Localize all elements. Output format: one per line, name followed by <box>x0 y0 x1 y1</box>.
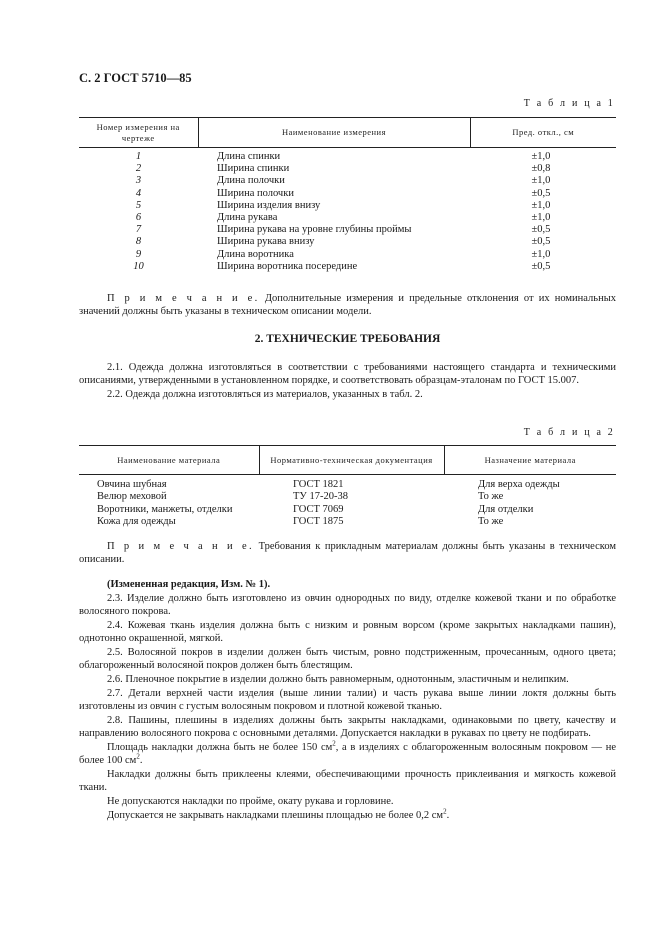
table1-cell-number: 3 <box>135 175 142 187</box>
table1-cell-number: 4 <box>135 187 142 199</box>
table1-row <box>79 261 616 273</box>
paragraph-2-2: 2.2. Одежда должна изготовляться из материалов, указанных в табл. 2. <box>107 389 423 400</box>
table1-row <box>79 224 616 236</box>
table1-row <box>79 236 616 248</box>
table1-row <box>79 200 616 212</box>
note2-label: П р и м е ч а н и е. <box>107 541 255 552</box>
table2-cell-purpose: Для отделки <box>478 503 534 515</box>
note1-text: Дополнительные измерения и предельные отклонения от их номинальных значений должны быть указаны в техническом описании модели. <box>79 293 616 317</box>
table1-row <box>79 188 616 200</box>
table2-cell-documentation: ГОСТ 1875 <box>293 516 344 528</box>
table1-row <box>79 163 616 175</box>
table1-cell-name: Ширина полочки <box>217 187 294 199</box>
paragraph-2-7: 2.7. Детали верхней части изделия (выше линии талии) и часть рукава выше линии локтя должны быть изготовлены из овчин с густым волосяным покровом и плотной кожевой тканью. <box>79 688 616 712</box>
table1-row <box>79 212 616 224</box>
table1-cell-deviation: ±1,0 <box>531 199 551 211</box>
table2-header-purpose: Назначение материала <box>444 446 616 475</box>
table2-cell-documentation: ГОСТ 1821 <box>293 479 344 490</box>
table1-cell-number: 7 <box>135 224 142 236</box>
table1-cell-deviation: ±0,5 <box>531 224 551 236</box>
table1-cell-deviation: ±0,5 <box>531 187 551 199</box>
table1-cell-deviation: ±0,5 <box>531 236 551 248</box>
area-sup-1: 2 <box>332 739 336 748</box>
paragraph-2-1: 2.1. Одежда должна изготовляться в соответствии с требованиями настоящего стандарта и техническими описаниями, утвержденными в установленном порядке, и соответствовать образцам-эталонам по ГОСТ 15.007. <box>79 362 616 386</box>
area-dot: . <box>139 755 143 766</box>
paragraph-glue: Накладки должны быть приклеены клеями, обеспечивающими прочность приклеивания и мягкость кожевой ткани. <box>79 769 616 793</box>
table1-header-number: Номер измерения на чертеже <box>79 118 198 148</box>
note1-label: П р и м е ч а н и е. <box>107 293 260 304</box>
table1-cell-name: Ширина спинки <box>217 163 290 175</box>
table1-cell-number: 10 <box>133 260 144 272</box>
table1-cell-number: 1 <box>135 151 142 162</box>
table2-header-material: Наименование материала <box>79 446 259 475</box>
paragraph-allow <box>79 809 616 822</box>
area-text-a: Площадь накладки должна быть не более 150 см <box>107 742 333 753</box>
paragraph-2-4: 2.4. Кожевая ткань изделия должна быть с низким и ровным ворсом (кроме закрытых накладками пашин), однотонно окрашенной, мягкой. <box>79 620 616 644</box>
note2 <box>79 540 616 566</box>
allow-dot: . <box>446 810 450 821</box>
section-heading: 2. ТЕХНИЧЕСКИЕ ТРЕБОВАНИЯ <box>254 333 441 345</box>
table1-cell-name: Ширина воротника посередине <box>217 260 358 272</box>
table1-cell-name: Ширина изделия внизу <box>217 199 321 211</box>
table1-header-name: Наименование измерения <box>198 118 470 148</box>
table2-cell-material: Воротники, манжеты, отделки <box>97 503 233 515</box>
paragraph-2-6: 2.6. Пленочное покрытие в изделии должно быть равномерным, однотонным, эластичным и нелипким. <box>107 674 569 685</box>
table2-body <box>79 475 616 529</box>
table2-row <box>79 516 616 528</box>
table1-cell-name: Длина рукава <box>217 212 278 224</box>
table2-cell-material: Овчина шубная <box>97 479 167 490</box>
section-paragraphs-a <box>79 361 616 402</box>
table1-row <box>79 249 616 261</box>
table2-cell-material: Кожа для одежды <box>97 516 176 528</box>
table1-cell-name: Ширина рукава внизу <box>217 236 315 248</box>
table1-cell-name: Ширина рукава на уровне глубины проймы <box>217 224 412 236</box>
table1-cell-deviation: ±1,0 <box>531 248 551 260</box>
table2-cell-material: Велюр меховой <box>97 491 167 503</box>
table1-row <box>79 148 616 164</box>
table2-caption: Т а б л и ц а 2 <box>523 427 615 438</box>
paragraph-no-pads: Не допускаются накладки по пройме, окату рукава и горловине. <box>107 796 394 807</box>
area-text-b: , а в изделиях с облагороженным волосяным покровом — не более 100 см <box>79 742 616 766</box>
table1-cell-number: 9 <box>135 248 142 260</box>
paragraph-2-5: 2.5. Волосяной покров в изделии должен быть чистым, ровно подстриженным, прочесанным, одного цвета; облагороженный волосяной покров должен быть блестящим. <box>79 647 616 671</box>
note1 <box>79 292 616 318</box>
table1-cell-deviation: ±1,0 <box>531 151 551 162</box>
table2-materials <box>79 445 616 529</box>
table1-body <box>79 148 616 274</box>
table2-cell-documentation: ТУ 17-20-38 <box>293 491 348 503</box>
table2-header-documentation: Нормативно-техническая документация <box>259 446 444 475</box>
table2-cell-documentation: ГОСТ 7069 <box>293 503 344 515</box>
table2-cell-purpose: Для верха одежды <box>478 479 560 490</box>
table2-cell-purpose: То же <box>478 516 504 528</box>
table1-header-deviation: Пред. откл., см <box>470 118 616 148</box>
edition-note: (Измененная редакция, Изм. № 1). <box>107 579 271 590</box>
section-paragraphs-b <box>79 578 616 823</box>
paragraph-area <box>79 741 616 767</box>
table2-cell-purpose: То же <box>478 491 504 503</box>
table1-cell-deviation: ±1,0 <box>531 175 551 187</box>
allow-sup: 2 <box>443 807 447 816</box>
table2-row <box>79 504 616 516</box>
table1-caption: Т а б л и ц а 1 <box>523 98 615 109</box>
table1-cell-deviation: ±0,5 <box>531 260 551 272</box>
table2-row <box>79 491 616 503</box>
table1-cell-number: 6 <box>135 212 142 224</box>
table1-row <box>79 175 616 187</box>
paragraph-2-8: 2.8. Пашины, плешины в изделиях должны быть закрыты накладками, одинаковыми по цвету, качеству и направлению волосяного покрова с основными деталями. Допускается накладки в рукавах по цвету не подбирать. <box>79 715 616 739</box>
table1-cell-number: 5 <box>135 199 142 211</box>
area-sup-2: 2 <box>136 752 140 761</box>
table1-cell-deviation: ±1,0 <box>531 212 551 224</box>
table1-measurements <box>79 117 616 273</box>
table1-cell-name: Длина воротника <box>217 248 294 260</box>
table1-cell-number: 8 <box>135 236 142 248</box>
table1-cell-number: 2 <box>135 163 142 175</box>
note2-text: Требования к прикладным материалам должны быть указаны в техническом описании. <box>79 541 617 565</box>
table1-cell-deviation: ±0,8 <box>531 163 551 175</box>
table2-row <box>79 475 616 492</box>
paragraph-2-3: 2.3. Изделие должно быть изготовлено из овчин однородных по виду, отделке кожевой ткани и по обработке волосяного покрова. <box>79 593 616 617</box>
table1-cell-name: Длина спинки <box>217 151 281 162</box>
allow-text: Допускается не закрывать накладками плешины площадью не более 0,2 см <box>107 810 444 821</box>
page-header: С. 2 ГОСТ 5710—85 <box>79 71 192 85</box>
table1-cell-name: Длина полочки <box>217 175 285 187</box>
